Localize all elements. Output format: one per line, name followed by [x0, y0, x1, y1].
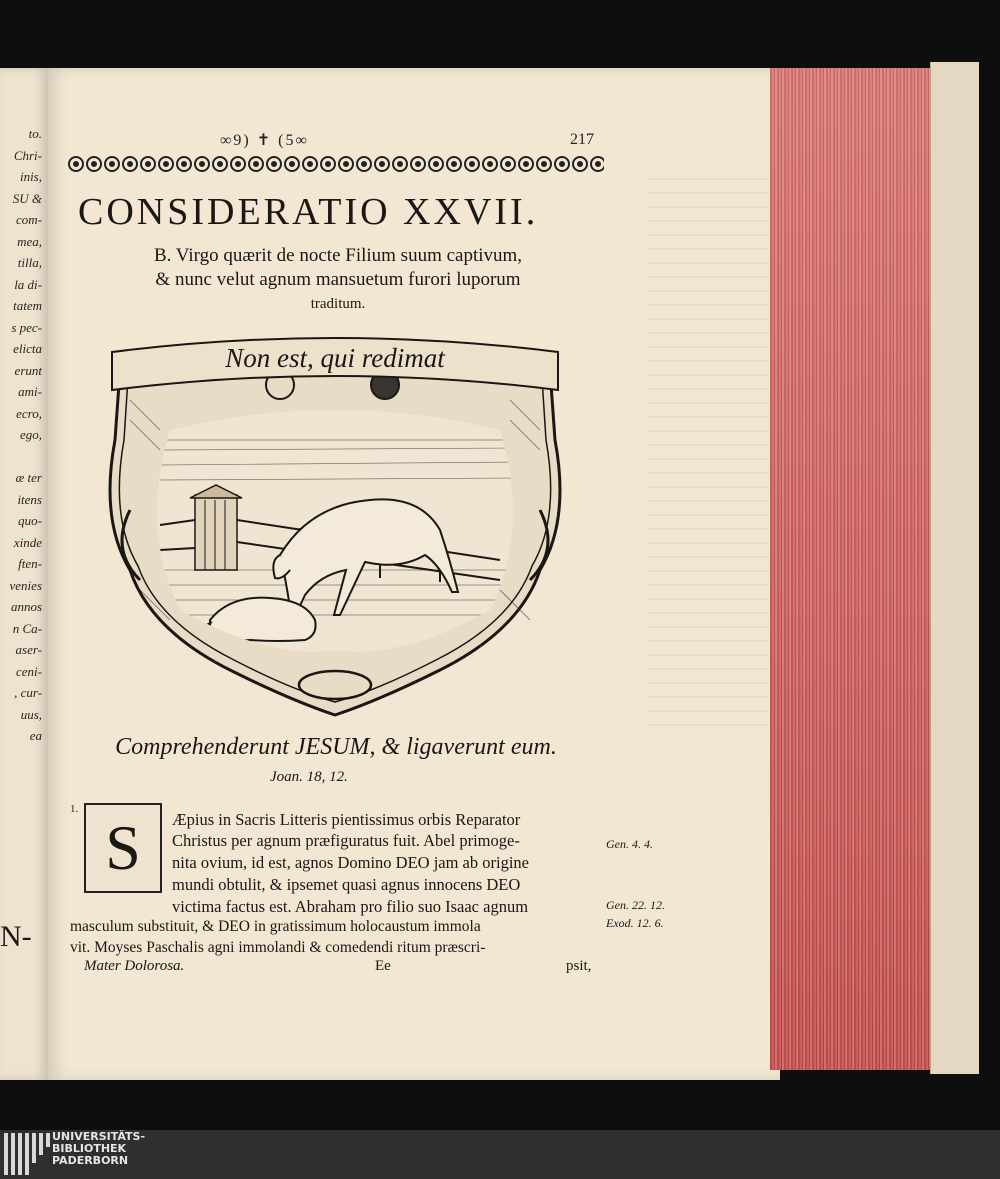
left-page-line-fragment: xinde [13, 534, 42, 550]
ornament-rosette-icon [284, 156, 300, 172]
page-edge-shading [770, 68, 948, 1070]
chapter-subtitle [70, 244, 606, 316]
book-cover-edge [930, 62, 979, 1074]
left-page-large-fragment: N- [0, 920, 32, 953]
ornament-rosette-icon [68, 156, 84, 172]
ornament-border [68, 155, 604, 173]
body-line: mundi obtulit, & ipsemet quasi agnus innocens DEO [172, 875, 521, 894]
body-line: vit. Moyses Paschalis agni immolandi & comedendi ritum præscri- [70, 939, 486, 956]
running-head: ∞9) ✝ (5∞ [220, 132, 309, 149]
left-page-line-fragment: annos [10, 599, 42, 614]
scripture-reference: Joan. 18, 12. [270, 769, 348, 785]
body-line: nita ovium, id est, agnos Domino DEO jam ab origine [172, 853, 529, 872]
ornament-rosette-icon [86, 156, 102, 172]
margin-note: Exod. 12. 6. [606, 916, 664, 930]
ornament-rosette-icon [248, 156, 264, 172]
left-page-line-fragment: æ ter [15, 470, 42, 485]
subtitle-line: B. Virgo quærit de nocte Filium suum captivum, [153, 245, 523, 266]
ornament-rosette-icon [392, 156, 408, 172]
ornament-rosette-icon [104, 156, 120, 172]
library-name [52, 1131, 145, 1167]
engraving-caption: Comprehenderunt JESUM, & ligaverunt eum. [115, 734, 557, 760]
left-page-line-fragment: venies [9, 577, 42, 593]
left-page-line-fragment: to. [28, 126, 42, 141]
subtitle-line: traditum. [310, 296, 366, 312]
engraving-wolf-and-lamb [100, 330, 570, 730]
left-page-line-fragment: mea, [17, 233, 42, 249]
signature-line: Mater Dolorosa. [84, 958, 185, 974]
ornament-rosette-icon [572, 156, 588, 172]
ornament-rosette-icon [122, 156, 138, 172]
ornament-rosette-icon [194, 156, 210, 172]
left-page-line-fragment: ami- [18, 384, 42, 399]
left-page-line-fragment: erunt [14, 362, 42, 378]
ornament-rosette-icon [356, 156, 372, 172]
ornament-rosette-icon [338, 156, 354, 172]
ornament-rosette-icon [590, 156, 604, 172]
ornament-rosette-icon [446, 156, 462, 172]
left-page-line-fragment: , cur- [14, 685, 42, 700]
ornament-rosette-icon [518, 156, 534, 172]
library-footer [0, 1130, 1000, 1179]
ornament-rosette-icon [482, 156, 498, 172]
left-page-line-fragment: inis, [19, 169, 42, 184]
ornament-rosette-icon [320, 156, 336, 172]
ornament-rosette-icon [140, 156, 156, 172]
ornament-rosette-icon [212, 156, 228, 172]
paragraph-number: 1. [70, 803, 79, 815]
left-page-line-fragment: n Ca- [12, 620, 42, 636]
ornament-rosette-icon [266, 156, 282, 172]
ornament-rosette-icon [428, 156, 444, 172]
body-line: Christus per agnum præfiguratus fuit. Abel primoge- [172, 831, 520, 850]
left-page-line-fragment: ea [29, 728, 42, 743]
left-page-line-fragment: SU & [12, 190, 42, 206]
left-page-line-fragment: com- [16, 212, 42, 227]
signature-mark: Ee [375, 958, 391, 974]
body-line: Æpius in Sacris Litteris pientissimus orbis Reparator [172, 810, 521, 829]
library-logo-icon [4, 1133, 50, 1175]
left-page-line-fragment: quo- [18, 513, 42, 528]
left-page-fragment [0, 68, 49, 1080]
ornament-rosette-icon [554, 156, 570, 172]
left-page-line-fragment: ecro, [16, 405, 42, 421]
library-name-line: UNIVERSITÄTS- [52, 1130, 146, 1143]
ornament-rosette-icon [176, 156, 192, 172]
ornament-rosette-icon [500, 156, 516, 172]
library-name-line: PADERBORN [52, 1154, 129, 1167]
ornament-rosette-icon [464, 156, 480, 172]
decorated-initial: S [84, 803, 162, 893]
margin-note: Gen. 22. 12. [606, 898, 665, 912]
left-page-line-fragment: uus, [20, 706, 42, 722]
left-page-line-fragment: elicta [13, 341, 42, 356]
left-page-line-fragment: Chri- [13, 147, 42, 163]
left-page-line-fragment: s pec- [11, 319, 42, 335]
left-page-line-fragment: tilla, [17, 255, 42, 270]
left-page-line-fragment: aser- [15, 642, 42, 657]
ornament-rosette-icon [536, 156, 552, 172]
body-line: victima factus est. Abraham pro filio suo Isaac agnum [172, 897, 529, 916]
left-page-line-fragment: itens [17, 491, 42, 507]
left-page-line-fragment: ften- [18, 556, 42, 571]
catchword: psit, [566, 958, 592, 974]
left-page-line-fragment: la di- [14, 276, 42, 292]
ornament-rosette-icon [410, 156, 426, 172]
page-number: 217 [570, 131, 594, 148]
left-page-line-fragment: ego, [19, 427, 42, 442]
left-page-line-fragment: ceni- [16, 663, 42, 679]
left-page-line-fragment: tatem [13, 298, 42, 313]
library-name-line: BIBLIOTHEK [52, 1142, 127, 1155]
subtitle-line: & nunc velut agnum mansuetum furori luporum [155, 269, 521, 290]
show-through [648, 178, 768, 728]
ornament-rosette-icon [374, 156, 390, 172]
ornament-rosette-icon [158, 156, 174, 172]
ornament-rosette-icon [230, 156, 246, 172]
ornament-rosette-icon [302, 156, 318, 172]
chapter-title: CONSIDERATIO XXVII. [78, 191, 539, 233]
body-line: masculum substituit, & DEO in gratissimum holocaustum immola [70, 918, 481, 935]
margin-note: Gen. 4. 4. [606, 837, 653, 851]
engraving-motto: Non est, qui redimat [225, 343, 445, 373]
